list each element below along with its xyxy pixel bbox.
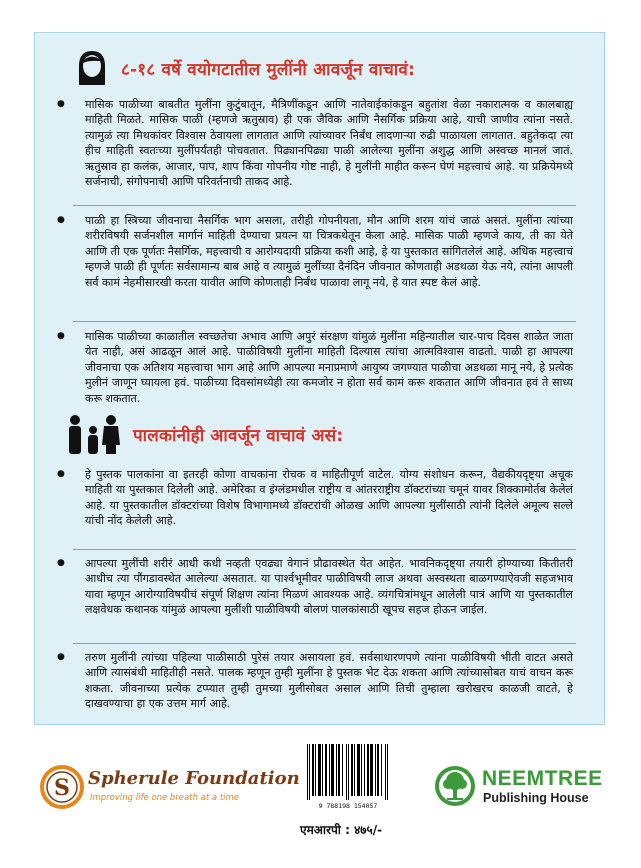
spherule-foundation-logo [40,762,300,812]
list-item: ● आपल्या मुलींची शरीरं आधी कधी नव्हती एवढ्या वेगानं प्रौढावस्थेत येत आहेत. भावनिकदृष्ट्या तयारी होण्याच्या कितीतरी आधीच त्या पौंगडावस्थेत आलेल्या असतात. या पार्श्वभूमीवर पाळीविषयी लाज अथवा अस्वस्थता बाळगण्याऐवजी सहजभाव यावा म्हणून आरोग्याविषयीचं संपूर्ण शिक्षण त्यांना मिळणं आवश्यक आहे. व्यंगचित्रांमधून आलेली पात्रं आणि या पुस्तकातील लक्षवेधक कथानक यांमुळं आपल्या मुलींशी पाळीविषयी बोलणं पालकांसाठी खूपच सहज होऊन जाईल. [53,556,573,618]
section-girls-list [53,97,573,189]
section-parents-heading [65,413,343,455]
isbn-number: 9 788198 154057 [318,802,378,810]
section-girls-list [53,213,573,290]
neemtree-logo [432,765,617,810]
girl-icon [75,49,109,87]
list-item: ● मासिक पाळीच्या काळातील स्वच्छतेचा अभाव आणि अपुरं संरक्षण यांमुळं मुलींना महिन्यातील चार-पाच दिवस शाळेत जाता येत नाही, असं आढळून आलं आहे. पाळीविषयी मुलींना माहिती दिल्यास त्यांचा आत्मविश्वास वाढतो. पाळी हा आपल्या जीवनाचा एक अतिशय महत्त्वाचा भाग आहे आणि आपल्या मनाप्रमाणे आयुष्य जगण्यात पाळीचा अडथळा मानू नये, हे प्रत्येक मुलीनं जाणून घ्यायला हवं. पाळीच्या दिवसांमध्येही त्या कमजोर न होता सर्व कामं करू शकतात आणि जीवनात हवं ते साध्य करू शकतात. [53,329,573,406]
section-parents-list [53,556,573,618]
family-icon [65,413,121,455]
tree-icon [432,765,478,810]
list-item: ● हे पुस्तक पालकांना वा इतरही कोणा वाचकांना रोचक व माहितीपूर्ण वाटेल. योग्य संशोधन करून, वैद्यकीयदृष्ट्या अचूक माहिती या पुस्तकात दिलेली आहे. अमेरिका व इंग्लंडमधील राष्ट्रीय व आंतरराष्ट्रीय डॉक्टरांच्या चमूनं यावर शिक्कामोर्तब केलेलं आहे. या पुस्तकातील डॉक्टरांच्या विशेष विभागामध्ये डॉक्टरांची ओळख आणि आपल्या मुलींसाठी त्यांनी दिलेले अमूल्य सल्ले यांची नोंद केलेली आहे. [53,467,573,529]
section-parents-list [53,467,573,529]
section-girls-heading [75,49,415,87]
svg-text:S: S [54,775,70,801]
section-girls-list [53,329,573,406]
divider [73,549,576,550]
list-item: ● मासिक पाळीच्या बाबतीत मुलींना कुटुंबातून, मैत्रिणींकडून आणि नातेवाईकांकडून बहुतांश वेळा नकारात्मक व कालबाह्य माहिती मिळते. मासिक पाळी (म्हणजे ऋतुस्राव) ही एक जैविक आणि नैसर्गिक प्रक्रिया आहे, याची जाणीव त्यांना नसते. त्यामुळं त्या मिथकांवर विश्वास ठेवायला लागतात आणि त्यांच्यावर निर्बंध लादणाऱ्या रुढी पाळायला लागतात. बहुतेकदा त्या हीच माहिती स्वतःच्या मुलींपर्यंतही पोचवतात. पिढ्यानपिढ्या पाळी आलेल्या मुलींना अशुद्ध आणि अस्वच्छ मानलं जातं. ऋतुस्राव हा कलंक, आजार, पाप, शाप किंवा गोपनीय गोष्ट नाही, हे मुलींनी माहीत करून घेणं महत्त्वाचं आहे. या प्रक्रियेमध्ये सर्जनाची, संगोपनाची आणि परिवर्तनाची ताकद आहे. [53,97,573,189]
divider [73,321,576,322]
list-item: ● पाळी हा स्त्रिच्या जीवनाचा नैसर्गिक भाग असला, तरीही गोपनीयता, मौन आणि शरम यांचं जाळं असतं. मुलींना त्यांच्या शरीरविषयी सर्जनशील मार्गानं माहिती देण्याचा प्रयत्न या चित्रकथेतून केला आहे. मासिक पाळी म्हणजे काय, ती का येते आणि ती एक पूर्णतः नैसर्गिक, महत्त्वाची व आरोग्यदायी प्रक्रिया कशी आहे, हे या पुस्तकात सांगितलेलं आहे. अधिक महत्त्वाचं म्हणजे पाळी ही पूर्णतः सर्वसामान्य बाब आहे व त्यामुळं मुलींच्या दैनंदिन जीवनात कोणताही अडथळा येऊ नये, त्यांना आपली सर्व कामं नेहमीसारखी करता यावीत आणि कोणताही निर्बंध पाळावा लागू नये, हे यात स्पष्ट केलं आहे. [53,213,573,290]
section-parents-list [53,650,573,712]
price-label: एमआरपी : ४७५/- [300,823,383,837]
neemtree-sub: Publishing House [483,791,589,805]
spherule-name: Spherule Foundation [88,768,300,789]
divider [73,205,576,206]
content-panel [34,32,605,725]
isbn-barcode [301,742,395,808]
neemtree-name: NEEMTREE [482,767,603,790]
barcode-bars [301,742,395,802]
spherule-tagline: Improving life one breath at a time [90,793,240,803]
list-item: ● तरुण मुलींनी त्यांच्या पहिल्या पाळीसाठी पुरेसं तयार असायला हवं. सर्वसाधारणपणे त्यांना पाळीविषयी भीती वाटत असते आणि त्यासंबंधी माहितीही नसते. पालक म्हणून तुम्ही मुलींना हे पुस्तक भेट देऊ शकता आणि त्यांच्यासोबत याचं वाचन करू शकता. जीवनाच्या प्रत्येक टप्प्यात तुम्ही तुमच्या मुलीसोबत असाल आणि तिची तुम्हाला खरोखरच काळजी वाटते, हे दाखवण्याचा हा एक उत्तम मार्ग आहे. [53,650,573,712]
divider [73,643,576,644]
section-girls-title: ८-१८ वर्षे वयोगटातील मुलींनी आवर्जून वाचावं: [121,59,416,80]
section-parents-title: पालकांनीही आवर्जून वाचावं असं: [133,425,344,446]
